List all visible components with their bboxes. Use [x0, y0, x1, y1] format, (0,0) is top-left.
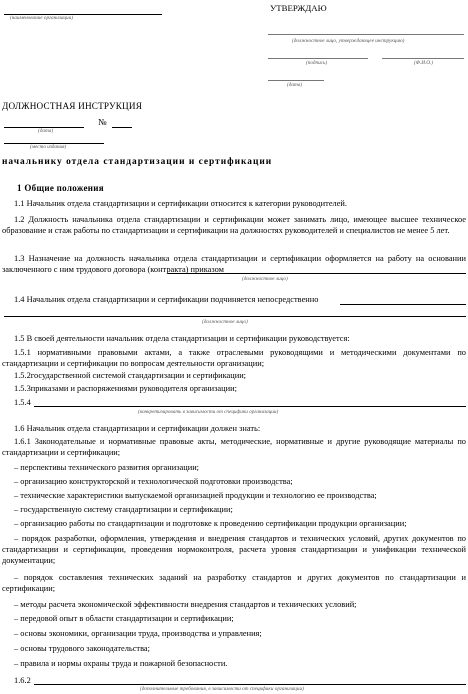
list-item: – перспективы технического развития организации;	[14, 463, 199, 472]
signature-line	[268, 58, 368, 59]
list-item-long-2: – порядок составления технических заданий на разработку стандартов и других документов по стандартизации и сертификации;	[2, 573, 466, 593]
para-1-3-caption: (должностное лицо)	[242, 276, 288, 282]
para-1-5-4-caption: (конкретизировать в зависимости от специфики организации)	[138, 409, 279, 415]
para-1-2: 1.2 Должность начальника отдела стандартизации и сертификации может занимать лицо, имеющее высшее техническое образование и стаж работы по стандартизации и сертификации на должностях руководителей и специалистов не менее 5 лет.	[2, 215, 466, 235]
doc-title: ДОЛЖНОСТНАЯ ИНСТРУКЦИЯ	[2, 101, 143, 111]
approver-position-line	[268, 34, 464, 35]
para-1-5-4-line	[34, 406, 466, 407]
doc-date-caption: (дата)	[38, 128, 54, 134]
para-1-3-line	[168, 273, 466, 274]
list-item: – организацию работы по стандартизации и подготовке к проведению сертификации продукции организации;	[14, 519, 407, 528]
para-1-6: 1.6 Начальник отдела стандартизации и сертификации должен знать:	[14, 424, 261, 433]
list-item-long-1: – порядок разработки, оформления, утверждения и внедрения стандартов и технических условий, других документов по стандартизации и сертификации, проведения нормоконтроля, расчета уровня стандартизации и унификации технической документации;	[2, 534, 466, 565]
list-item: – государственную систему стандартизации и сертификации;	[14, 505, 233, 514]
section1-heading: 1 Общие положения	[17, 183, 104, 193]
list-item: – основы трудового законодательства;	[14, 644, 150, 653]
para-1-5-4: 1.5.4	[14, 398, 31, 407]
para-1-1: 1.1 Начальник отдела стандартизации и сертификации относится к категории руководителей.	[14, 199, 348, 208]
para-1-4: 1.4 Начальник отдела стандартизации и сертификации подчиняется непосредственно	[14, 295, 319, 304]
approve-title: УТВЕРЖДАЮ	[270, 3, 327, 13]
signature-caption: (подпись)	[306, 60, 328, 66]
para-1-6-2: 1.6.2	[14, 676, 31, 685]
doc-subtitle: начальнику отдела стандартизации и сертификации	[2, 157, 273, 167]
para-1-3: 1.3 Назначение на должность начальника отдела стандартизации и сертификации оформляется на работу на основании заключенного с ним трудового договора (контракта) приказом	[2, 254, 466, 274]
list-item: – основы экономики, организации труда, производства и управления;	[14, 629, 262, 638]
para-1-6-1: 1.6.1 Законодательные и нормативные правовые акты, методические, нормативные и другие руководящие материалы по стандартизации и сертификации;	[2, 437, 466, 457]
fio-line	[382, 58, 464, 59]
list-item: – организацию конструкторской и технологической подготовки производства;	[14, 477, 293, 486]
para-1-4-line-1	[340, 304, 466, 305]
doc-number-sign: №	[98, 117, 107, 127]
para-1-5-3: 1.5.3приказами и распоряжениями руководителя организации;	[14, 384, 237, 393]
para-1-5: 1.5 В своей деятельности начальник отдела стандартизации и сертификации руководствуется:	[14, 334, 350, 343]
para-1-6-2-line	[34, 684, 466, 685]
doc-number-line	[112, 127, 132, 128]
para-1-5-2: 1.5.2государственной системой стандартизации и сертификации;	[14, 371, 246, 380]
approve-date-caption: (дата)	[287, 82, 303, 88]
para-1-5-1: 1.5.1 нормативными правовыми актами, а также отраслевыми руководящими и методическими документами по стандартизации и сертификации по вопросам деятельности организации;	[2, 348, 466, 368]
list-item: – правила и нормы охраны труда и пожарной безопасности.	[14, 659, 228, 668]
para-1-4-line-2	[4, 316, 466, 317]
list-item: – методы расчета экономической эффективности внедрения стандартов и технических условий;	[14, 600, 357, 609]
org-name-caption: (наименование организации)	[10, 15, 73, 21]
list-item: – передовой опыт в области стандартизации и сертификации;	[14, 614, 234, 623]
para-1-4-caption: (должностное лицо)	[202, 319, 248, 325]
list-item: – технические характеристики выпускаемой организацией продукции и технологию ее производства;	[14, 491, 377, 500]
para-1-6-2-caption: (дополнительные требования, в зависимости от специфики организации)	[140, 686, 304, 692]
doc-place-caption: (место издания)	[30, 144, 67, 150]
approver-position-caption: (должностное лицо, утверждающее инструкцию)	[292, 38, 405, 44]
fio-caption: (Ф.И.О.)	[414, 60, 434, 66]
approve-date-line	[268, 80, 324, 81]
